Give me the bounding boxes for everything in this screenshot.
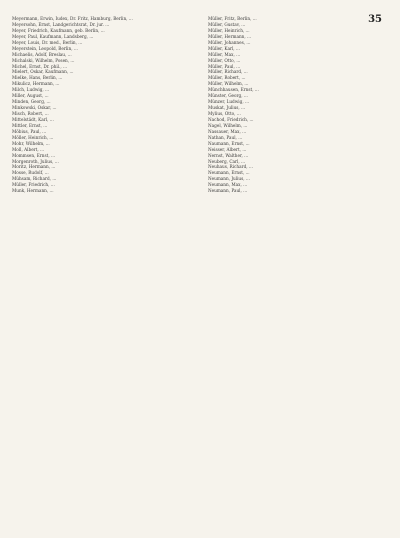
entry: Meyersohn, Ernst, Landgerichtsrat, Dr. jur. ...	[12, 21, 110, 27]
entry: Mikulicz, Hermann, ...	[12, 81, 60, 87]
entry: Mühsam, Richard, ...	[12, 176, 57, 182]
entry: Meyer, Louis, Dr. med., Berlin, ...	[12, 39, 83, 45]
entry: Müller, Otto, ...	[208, 57, 241, 63]
entry: Minkowski, Oskar, ...	[12, 105, 57, 111]
entry: Michel, Ernst, Dr. phil., ...	[12, 63, 68, 69]
entry: Nagel, Wilhelm, ...	[208, 122, 248, 128]
entry: Nernst, Walther, ...	[208, 152, 249, 158]
entry: Münster, Georg, ...	[208, 93, 248, 99]
entry: Miller, August, ...	[12, 93, 49, 99]
entry: Müller, Richard, ...	[208, 69, 248, 75]
entry: Müller, Heinrich, ...	[208, 27, 250, 33]
entry: Müller, Friedrich, ...	[12, 182, 55, 188]
entry: Mielke, Hans, Berlin, ...	[12, 75, 63, 81]
entry: Mittelstädt, Karl, ...	[12, 116, 54, 122]
entry: Müller, Hermann, ...	[208, 33, 251, 39]
entry: Munk, Hermann, ...	[12, 188, 54, 194]
entry: Nassauer, Max, ...	[208, 128, 247, 134]
entry: Münchhausen, Ernst, ...	[208, 87, 259, 93]
entry: Müller, Robert, ...	[208, 75, 246, 81]
entry: Neumann, Ernst, ...	[208, 170, 250, 176]
entry: Müller, Wilhelm, ...	[208, 81, 249, 87]
entry: Müller, Johannes, ...	[208, 39, 251, 45]
entry: Müller, Gustav, ...	[208, 21, 246, 27]
right-column	[208, 16, 384, 194]
entry: Müller, Karl, ...	[208, 45, 240, 51]
entry: Neumann, Julius, ...	[208, 176, 250, 182]
entry: Naumann, Ernst, ...	[208, 140, 250, 146]
entry: Mohr, Wilhelm, ...	[12, 140, 50, 146]
entry: Milch, Ludwig, ...	[12, 87, 50, 93]
entry: Meyer, Paul, Kaufmann, Landsberg, ...	[12, 33, 94, 39]
entry: Mosse, Rudolf, ...	[12, 170, 49, 176]
entry: Müller, Paul, ...	[208, 63, 241, 69]
entry: Meyermann, Erwin, Iudex, Dr. Fritz, Hamburg, Berlin, ...	[12, 16, 133, 21]
entry: Nachod, Friedrich, ...	[208, 116, 254, 122]
entry: Möbius, Paul, ...	[12, 128, 47, 134]
entry: Neuhaus, Richard, ...	[208, 164, 253, 170]
entry: Möller, Heinrich, ...	[12, 134, 54, 140]
page-number: 35	[368, 14, 382, 25]
entry: Misch, Robert, ...	[12, 111, 49, 116]
entry: Mittler, Ernst, ...	[12, 122, 48, 128]
entry: Müller, Max, ...	[208, 51, 241, 57]
entry: Minden, Georg, ...	[12, 99, 51, 105]
entry: Moritz, Hermann, ...	[12, 164, 56, 170]
entry: Muskat, Julius, ...	[208, 105, 246, 111]
entry: Neisser, Albert, ...	[208, 146, 247, 152]
entry: Münzer, Ludwig, ...	[208, 99, 249, 105]
entry: Mommsen, Ernst, ...	[12, 152, 55, 158]
entry: Meyer, Friedrich, Kaufmann, geb. Berlin, ...	[12, 27, 105, 33]
entry: Neumann, Paul, ...	[208, 188, 248, 194]
entry: Morgenroth, Julius, ...	[12, 158, 59, 164]
entry: Nathan, Paul, ...	[208, 134, 243, 140]
entry: Meyerstein, Leopold, Berlin, ...	[12, 45, 78, 51]
left-column	[12, 16, 188, 194]
entry: Michaelis, Adolf, Breslau, ...	[12, 51, 72, 57]
entry: Mylius, Otto, ...	[208, 111, 241, 116]
entry: Michalski, Wilhelm, Posen, ...	[12, 57, 75, 63]
entry: Müller, Fritz, Berlin, ...	[208, 16, 257, 21]
entry: Mielert, Oskar, Kaufmann, ...	[12, 69, 74, 75]
entry: Neumann, Max, ...	[208, 182, 248, 188]
entry: Moll, Albert, ...	[12, 146, 45, 152]
entry: Neuberg, Carl, ...	[208, 158, 246, 164]
